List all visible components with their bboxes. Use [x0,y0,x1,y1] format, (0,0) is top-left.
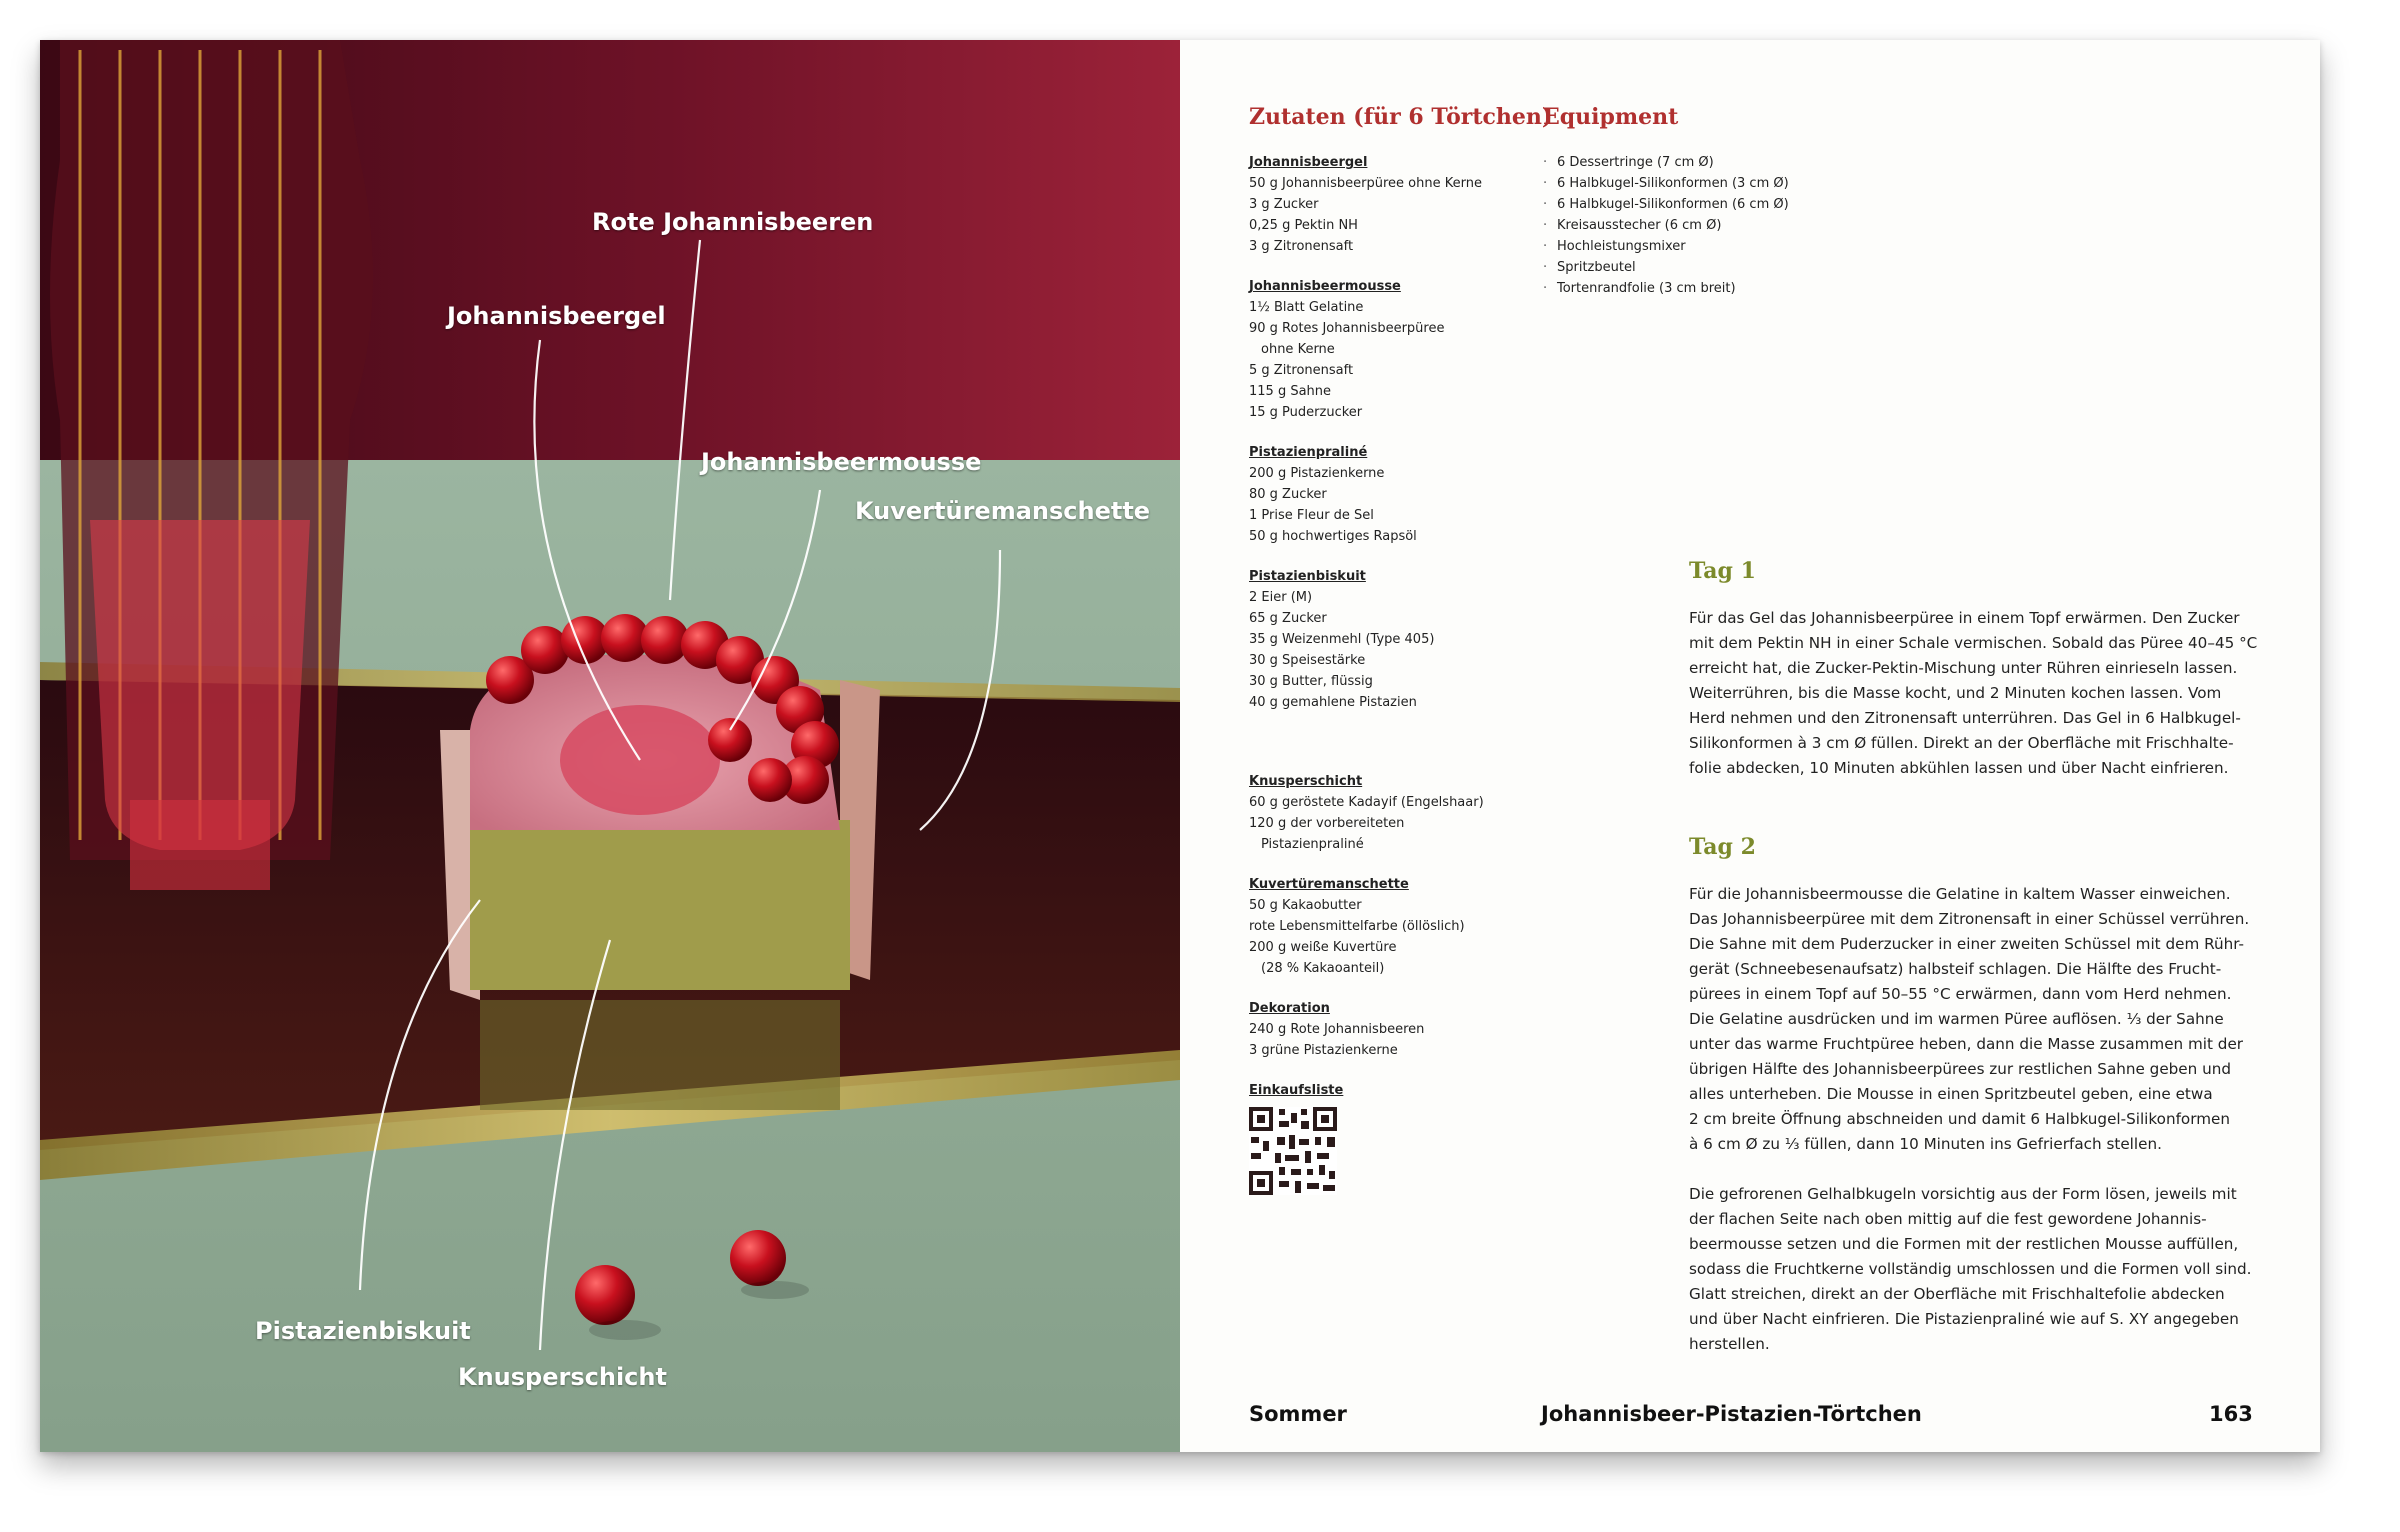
ingredient-item: 35 g Weizenmehl (Type 405) [1249,632,1435,647]
ingredient-item: (28 % Kakaoanteil) [1261,961,1385,976]
ingredient-group [1249,152,1539,257]
ingredient-item: 50 g hochwertiges Rapsöl [1249,529,1417,544]
shopping-list-label[interactable]: Einkaufsliste [1249,1083,1344,1098]
ingredient-item: 65 g Zucker [1249,611,1327,626]
ingredient-item: ohne Kerne [1261,342,1335,357]
equipment-item: · 6 Halbkugel-Silikonformen (6 cm Ø) [1543,194,1923,215]
label-johannisbeergel: Johannisbeergel [447,302,666,330]
ingredients-column [1249,104,1553,1195]
ingredient-item: 3 grüne Pistazienkerne [1249,1043,1398,1058]
text-line: 2 cm breite Öffnung abschneiden und damit 6 Halbkugel-Silikonformen [1689,1110,2230,1128]
text-line: Die Gelatine ausdrücken und im warmen Püree auflösen. ⅓ der Sahne [1689,1010,2224,1028]
ingredient-item: 0,25 g Pektin NH [1249,218,1358,233]
label-knusperschicht: Knusperschicht [458,1363,667,1391]
label-kuvertueremanschette: Kuvertüremanschette [855,497,1151,525]
photo-page [40,40,1180,1452]
text-line: Die gefrorenen Gelhalbkugeln vorsichtig aus der Form lösen, jeweils mit [1689,1185,2237,1203]
text-line: Silikonformen à 3 cm Ø füllen. Direkt an der Oberfläche mit Frischhalte- [1689,734,2234,752]
ingredient-item: 200 g Pistazienkerne [1249,466,1385,481]
ingredient-item: rote Lebensmittelfarbe (öllöslich) [1249,919,1465,934]
text-line: Für die Johannisbeermousse die Gelatine in kaltem Wasser einweichen. [1689,885,2231,903]
day1-text [1689,606,2258,781]
ingredient-group [1249,771,1539,855]
text-line: herstellen. [1689,1335,1770,1353]
ingredient-group-title: Pistazienbiskuit [1249,569,1366,584]
text-line: gerät (Schneebesenaufsatz) halbsteif schlagen. Die Hälfte des Frucht- [1689,960,2222,978]
ingredient-item: 200 g weiße Kuvertüre [1249,940,1397,955]
ingredient-groups [1249,152,1539,1061]
text-line: erreicht hat, die Zucker-Pektin-Mischung unter Rühren einrieseln lassen. [1689,659,2238,677]
day1-heading: Tag 1 [1689,558,1756,584]
ingredient-item: 240 g Rote Johannisbeeren [1249,1022,1425,1037]
equipment-item: · Tortenrandfolie (3 cm breit) [1543,278,1923,299]
equipment-item: · Kreisausstecher (6 cm Ø) [1543,215,1923,236]
equipment-item: · 6 Halbkugel-Silikonformen (3 cm Ø) [1543,173,1923,194]
label-rote-johannisbeeren: Rote Johannisbeeren [592,208,874,236]
ingredient-group-title: Knusperschicht [1249,774,1363,789]
ingredient-group-title: Kuvertüremanschette [1249,877,1409,892]
ingredient-item: 1 Prise Fleur de Sel [1249,508,1374,523]
text-line: Für das Gel das Johannisbeerpüree in einem Topf erwärmen. Den Zucker [1689,609,2240,627]
ingredient-item: 1½ Blatt Gelatine [1249,300,1364,315]
ingredient-item: 50 g Kakaobutter [1249,898,1362,913]
text-line: unter das warme Fruchtpüree heben, dann die Masse zusammen mit der [1689,1035,2244,1053]
text-line: alles unterheben. Die Mousse in einen Spritzbeutel geben, eine etwa [1689,1085,2213,1103]
ingredient-item: 5 g Zitronensaft [1249,363,1354,378]
ingredient-item: 80 g Zucker [1249,487,1327,502]
text-line: Weiterrühren, bis die Masse kocht, und 2 Minuten kochen lassen. Vom [1689,684,2222,702]
ingredient-item: 60 g geröstete Kadayif (Engelshaar) [1249,795,1484,810]
ingredient-group-title: Pistazienpraliné [1249,445,1368,460]
equipment-heading: Equipment [1543,104,1679,130]
ingredient-item: 30 g Butter, flüssig [1249,674,1373,689]
ingredient-group-title: Johannisbeermousse [1249,279,1401,294]
day2-paragraph-1 [1689,882,2249,1157]
day2-heading: Tag 2 [1689,834,1756,860]
text-line: Herd nehmen und den Zitronensaft unterrühren. Das Gel in 6 Halbkugel- [1689,709,2241,727]
ingredient-group [1249,276,1539,423]
equipment-column [1543,104,1923,299]
ingredient-group-title: Dekoration [1249,1001,1330,1016]
text-line: sodass die Fruchtkerne vollständig umschlossen und die Formen voll sind. [1689,1260,2252,1278]
footer-title: Johannisbeer-Pistazien-Törtchen [1541,1402,1922,1426]
ingredient-group-title: Johannisbeergel [1249,155,1368,170]
ingredient-item: 2 Eier (M) [1249,590,1313,605]
text-line: folie abdecken, 10 Minuten abkühlen lassen und über Nacht einfrieren. [1689,759,2229,777]
label-pistazienbiskuit: Pistazienbiskuit [255,1317,471,1345]
text-line: und über Nacht einfrieren. Die Pistazienpraliné wie auf S. XY angegeben [1689,1310,2239,1328]
text-line: pürees in einem Topf auf 50–55 °C erwärmen, dann vom Herd nehmen. [1689,985,2232,1003]
ingredient-item: Pistazienpraliné [1261,837,1364,852]
ingredients-heading: Zutaten (für 6 Törtchen) [1249,104,1553,130]
day2-paragraph-2 [1689,1182,2252,1357]
footer-section: Sommer [1249,1402,1347,1426]
day1-section [1689,558,2258,781]
label-johannisbeermousse: Johannisbeermousse [701,448,982,476]
dessert-photo [40,40,1180,1452]
ingredient-item: 115 g Sahne [1249,384,1332,399]
text-line: übrigen Hälfte des Johannisbeerpürees zur restlichen Sahne geben und [1689,1060,2231,1078]
ingredient-item: 30 g Speisestärke [1249,653,1366,668]
text-line: mit dem Pektin NH in einer Schale vermischen. Sobald das Püree 40–45 °C [1689,634,2258,652]
ingredient-item: 15 g Puderzucker [1249,405,1363,420]
page-number: 163 [2209,1402,2253,1426]
text-line: Glatt streichen, direkt an der Oberfläche mit Frischhaltefolie abdecken [1689,1285,2225,1303]
ingredient-item: 120 g der vorbereiteten [1249,816,1405,831]
ingredient-group [1249,566,1539,713]
text-line: à 6 cm Ø zu ⅓ füllen, dann 10 Minuten ins Gefrierfach stellen. [1689,1135,2162,1153]
text-line: der flachen Seite nach oben mittig auf die fest gewordene Johannis- [1689,1210,2207,1228]
ingredient-group [1249,442,1539,547]
ingredient-item: 50 g Johannisbeerpüree ohne Kerne [1249,176,1482,191]
day2-section [1689,834,2252,1357]
ingredient-item: 3 g Zucker [1249,197,1319,212]
ingredient-item: 40 g gemahlene Pistazien [1249,695,1417,710]
ingredient-group [1249,998,1539,1061]
equipment-item: · Spritzbeutel [1543,257,1923,278]
ingredient-item: 3 g Zitronensaft [1249,239,1354,254]
equipment-list [1543,152,1923,299]
qr-code-icon[interactable] [1249,1107,1337,1195]
ingredient-item: 90 g Rotes Johannisbeerpüree [1249,321,1445,336]
text-line: beermousse setzen und die Formen mit der restlichen Mousse auffüllen, [1689,1235,2239,1253]
equipment-item: · Hochleistungsmixer [1543,236,1923,257]
ingredient-group [1249,874,1539,979]
text-line: Das Johannisbeerpüree mit dem Zitronensaft in einer Schüssel verrühren. [1689,910,2250,928]
text-line: Die Sahne mit dem Puderzucker in einer zweiten Schüssel mit dem Rühr- [1689,935,2244,953]
equipment-item: · 6 Dessertringe (7 cm Ø) [1543,152,1923,173]
